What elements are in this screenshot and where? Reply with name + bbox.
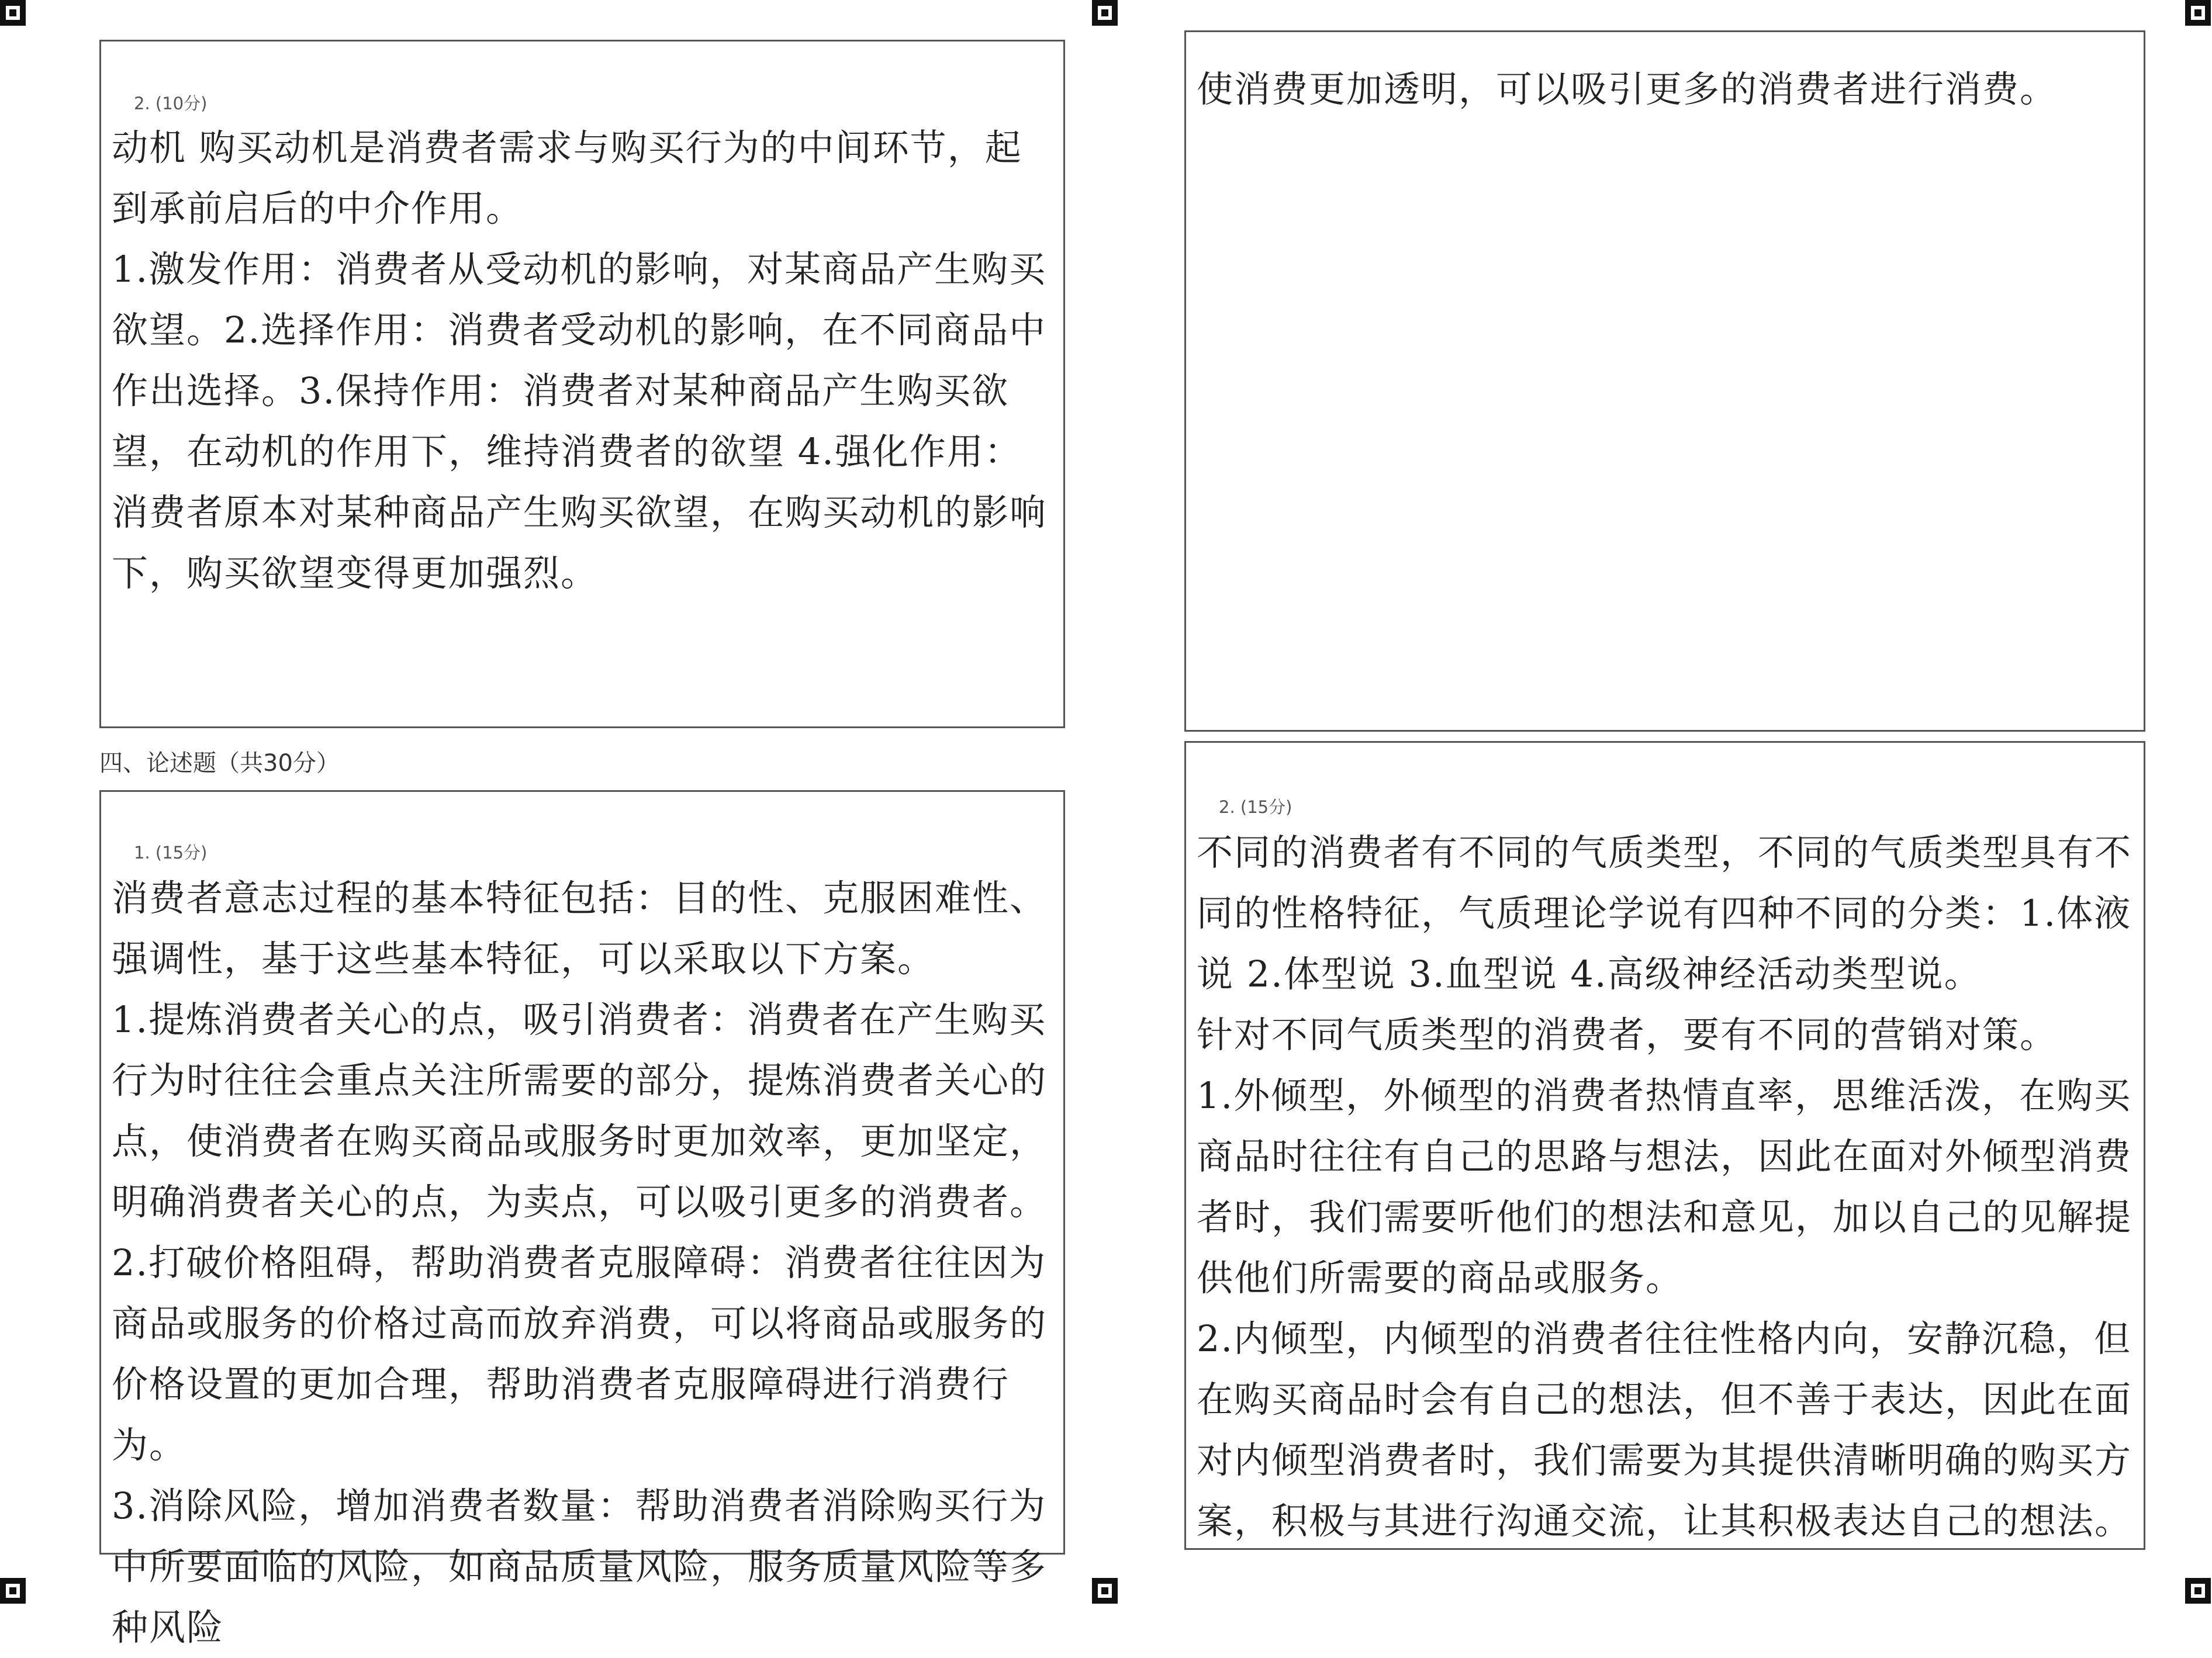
answer-box-left-top [99, 40, 1065, 728]
handwritten-answer: 消费者意志过程的基本特征包括：目的性、克服困难性、强调性，基于这些基本特征，可以采取以下方案。 1.提炼消费者关心的点，吸引消费者：消费者在产生购买行为时往往会重点关注所需要的部分，提炼消费者关心的点，使消费者在购买商品或服务时更加效率，更加坚定，明确消费者关心的点，为卖点，可以吸引更多的消费者。 2.打破价格阻碍，帮助消费者克服障碍：消费者往往因为商品或服务的价格过高而放弃消费，可以将商品或服务的价格设置的更加合理，帮助消费者克服障碍进行消费行为。 3.消除风险，增加消费者数量：帮助消费者消除购买行为中所要面临的风险，如商品质量风险，服务质量风险等多种风险 [112, 877, 1048, 1649]
answer-box-right-top [1184, 30, 2145, 732]
answer-box-left-bottom [99, 790, 1065, 1649]
handwritten-answer: 不同的消费者有不同的气质类型，不同的气质类型具有不同的性格特征，气质理论学说有四种不同的分类：1.体液说 2.体型说 3.血型说 4.高级神经活动类型说。 针对不同气质类型的消费者，要有不同的营销对策。 1.外倾型，外倾型的消费者热情直率，思维活泼，在购买商品时往往有自己的思路与想法，因此在面对外倾型消费者时，我们需要听他们的想法和意见，加以自己的见解提供他们所需要的商品或服务。 2.内倾型，内倾型的消费者往往性格内向，安静沉稳，但在购买商品时会有自己的想法，但不善于表达，因此在面对内倾型消费者时，我们需要为其提供清晰明确的购买方案，积极与其进行沟通交流，让其积极表达自己的想法。 [1197, 831, 2132, 1542]
question-label: 2. (10分) [134, 94, 208, 113]
question-label: 2. (15分) [1219, 797, 1292, 817]
handwritten-answer: 使消费更加透明，可以吸引更多的消费者进行消费。 [1197, 68, 2058, 110]
corner-marker-top-center [1092, 0, 1118, 26]
question-label: 1. (15分) [134, 843, 208, 863]
corner-marker-bottom-center [1092, 1578, 1118, 1604]
corner-marker-top-left [0, 0, 26, 26]
corner-marker-top-right [2185, 0, 2211, 26]
section-title: 四、论述题（共30分） [99, 750, 340, 777]
corner-marker-bottom-right [2185, 1578, 2211, 1604]
answer-box-right-bottom [1184, 741, 2145, 1550]
handwritten-answer: 动机 购买动机是消费者需求与购买行为的中间环节，起到承前启后的中介作用。 1.激发作用：消费者从受动机的影响，对某商品产生购买欲望。2.选择作用：消费者受动机的影响，在不同商品中作出选择。3.保持作用：消费者对某种商品产生购买欲望，在动机的作用下，维持消费者的欲望 4.强化作用：消费者原本对某种商品产生购买欲望，在购买动机的影响下，购买欲望变得更加强烈。 [112, 126, 1048, 594]
corner-marker-bottom-left [0, 1578, 26, 1604]
